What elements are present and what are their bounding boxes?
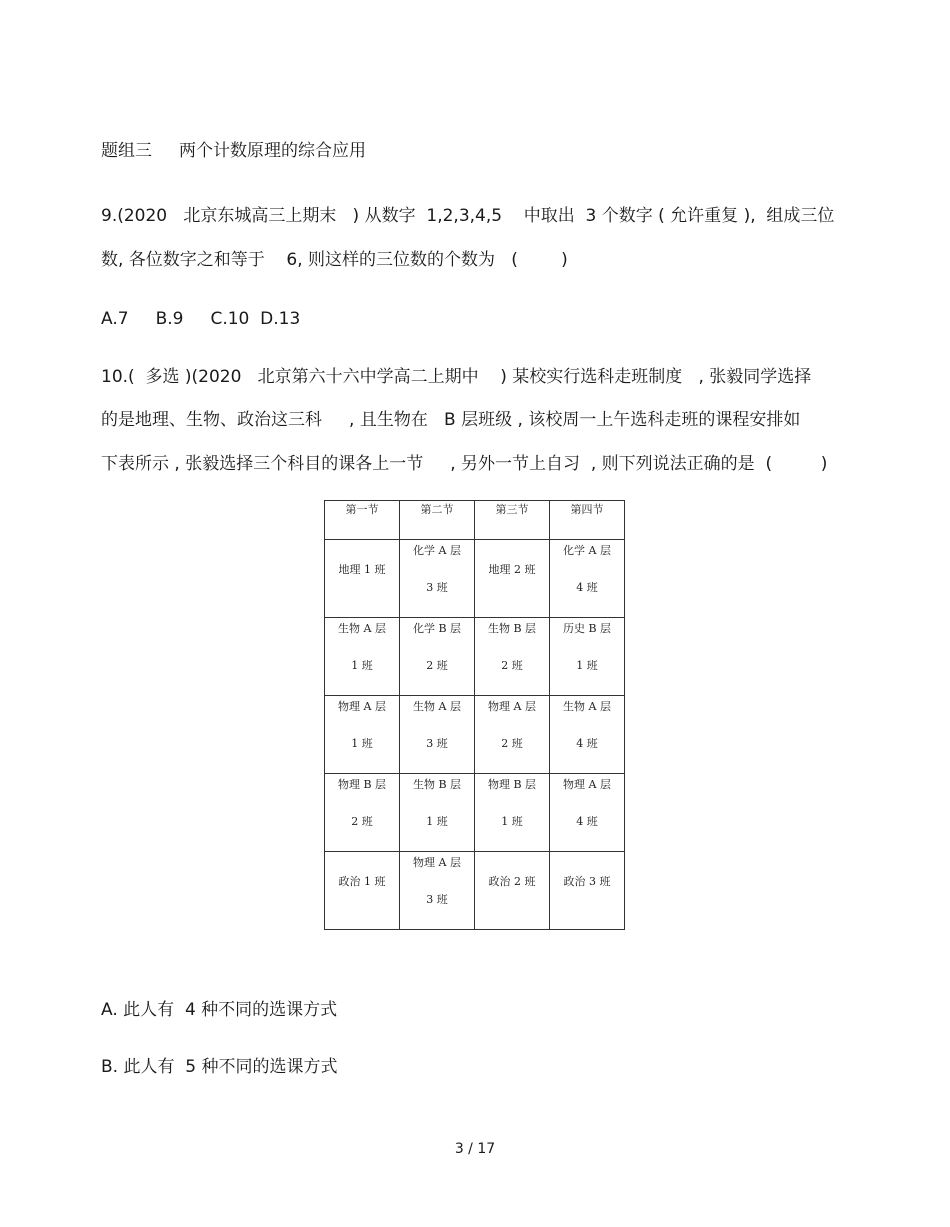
schedule-cell: 生物 B 层 2 班 (475, 618, 550, 696)
table-row (325, 852, 625, 930)
schedule-cell: 生物 A 层 1 班 (325, 618, 400, 696)
question-9-line-1: 9.(2020 北京东城高三上期末 ) 从数字 1,2,3,4,5 中取出 3 个数字 ( 允许重复 ), 组成三位 (101, 206, 835, 226)
schedule-cell: 物理 A 层 3 班 (400, 852, 475, 930)
schedule-cell: 政治 1 班 (325, 852, 400, 930)
schedule-cell: 生物 A 层 4 班 (550, 696, 625, 774)
answer-option-a: A. 此人有 4 种不同的选课方式 (101, 1000, 338, 1020)
schedule-cell: 政治 2 班 (475, 852, 550, 930)
schedule-cell: 地理 2 班 (475, 540, 550, 618)
schedule-table (324, 500, 625, 930)
answer-option-b: B. 此人有 5 种不同的选课方式 (101, 1057, 338, 1077)
schedule-cell: 生物 B 层 1 班 (400, 774, 475, 852)
table-row (325, 540, 625, 618)
schedule-cell: 物理 B 层 2 班 (325, 774, 400, 852)
schedule-cell: 化学 A 层 4 班 (550, 540, 625, 618)
schedule-cell: 物理 A 层 2 班 (475, 696, 550, 774)
header-period-1: 第一节 (325, 501, 400, 540)
table-row (325, 774, 625, 852)
schedule-cell: 政治 3 班 (550, 852, 625, 930)
question-9-line-2: 数, 各位数字之和等于 6, 则这样的三位数的个数为 ( ) (101, 250, 568, 270)
page-number: 3 / 17 (454, 1141, 496, 1157)
header-period-2: 第二节 (400, 501, 475, 540)
header-period-3: 第三节 (475, 501, 550, 540)
schedule-cell: 地理 1 班 (325, 540, 400, 618)
schedule-cell: 物理 A 层 1 班 (325, 696, 400, 774)
schedule-cell: 物理 B 层 1 班 (475, 774, 550, 852)
table-row (325, 696, 625, 774)
question-10-line-1: 10.( 多选 )(2020 北京第六十六中学高二上期中 ) 某校实行选科走班制度 , 张毅同学选择 (101, 367, 812, 387)
schedule-cell: 化学 A 层 3 班 (400, 540, 475, 618)
header-period-4: 第四节 (550, 501, 625, 540)
schedule-cell: 化学 B 层 2 班 (400, 618, 475, 696)
table-row (325, 618, 625, 696)
schedule-header-row (325, 501, 625, 540)
section-title: 题组三 两个计数原理的综合应用 (101, 141, 367, 161)
question-10-line-2: 的是地理、生物、政治这三科 , 且生物在 B 层班级 , 该校周一上午选科走班的课程安排如 (101, 410, 801, 430)
schedule-cell: 生物 A 层 3 班 (400, 696, 475, 774)
schedule-cell: 物理 A 层 4 班 (550, 774, 625, 852)
question-10-line-3: 下表所示 , 张毅选择三个科目的课各上一节 , 另外一节上自习 , 则下列说法正确的是 ( ) (101, 454, 828, 474)
schedule-cell: 历史 B 层 1 班 (550, 618, 625, 696)
question-9-options: A.7 B.9 C.10 D.13 (101, 309, 301, 329)
